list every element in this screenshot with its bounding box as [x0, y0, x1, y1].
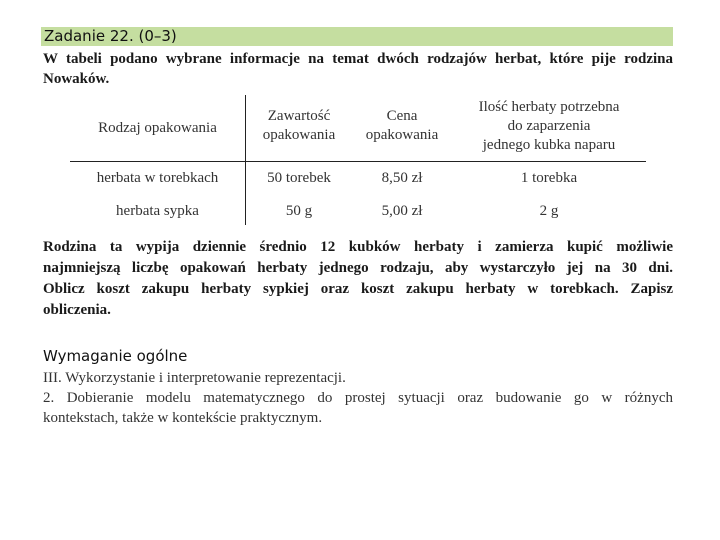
task-instruction — [43, 237, 673, 321]
table-header-cell: Zawartość opakowania — [262, 108, 336, 143]
intro-line: Nowaków. — [43, 71, 110, 87]
requirements-heading: Wymaganie ogólne — [43, 347, 188, 365]
requirement-line: 2. Dobieranie modelu matematycznego do prostej sytuacji oraz budowanie go w różnych — [43, 390, 673, 406]
task-line: obliczenia. — [43, 302, 111, 318]
task-title: Zadanie 22. (0–3) — [44, 27, 177, 45]
table-cell: 50 torebek — [267, 170, 331, 186]
table-header-cell: Ilość herbaty potrzebna do zaparzenia jednego kubka naparu — [478, 99, 620, 153]
table-cell: 1 torebka — [520, 170, 578, 186]
task-line: najmniejszą liczbę opakowań herbaty jednego rodzaju, aby wystarczyło jej na 30 dni. — [43, 260, 673, 276]
table-header-cell: Rodzaj opakowania — [98, 120, 217, 136]
task-intro — [43, 49, 673, 89]
requirement-line: kontekstach, także w kontekście praktycznym. — [43, 410, 323, 426]
table-cell: herbata sypka — [116, 203, 199, 219]
table-cell: 8,50 zł — [381, 170, 423, 186]
table-cell: 50 g — [285, 203, 313, 219]
intro-line: W tabeli podano wybrane informacje na temat dwóch rodzajów herbat, które pije rodzina — [43, 51, 673, 67]
requirement-line: III. Wykorzystanie i interpretowanie reprezentacji. — [43, 370, 346, 386]
task-line: Rodzina ta wypija dziennie średnio 12 kubków herbaty i zamierza kupić możliwie — [43, 239, 673, 255]
table-header-divider — [70, 161, 646, 162]
requirements-text — [43, 368, 673, 428]
table-cell: 2 g — [539, 203, 559, 219]
table-cell: herbata w torebkach — [96, 170, 219, 186]
task-line: Oblicz koszt zakupu herbaty sypkiej oraz koszt zakupu herbaty w torebkach. Zapisz — [43, 281, 673, 297]
tea-table — [70, 95, 646, 225]
table-cell: 5,00 zł — [381, 203, 423, 219]
table-header-cell: Cena opakowania — [365, 108, 439, 143]
